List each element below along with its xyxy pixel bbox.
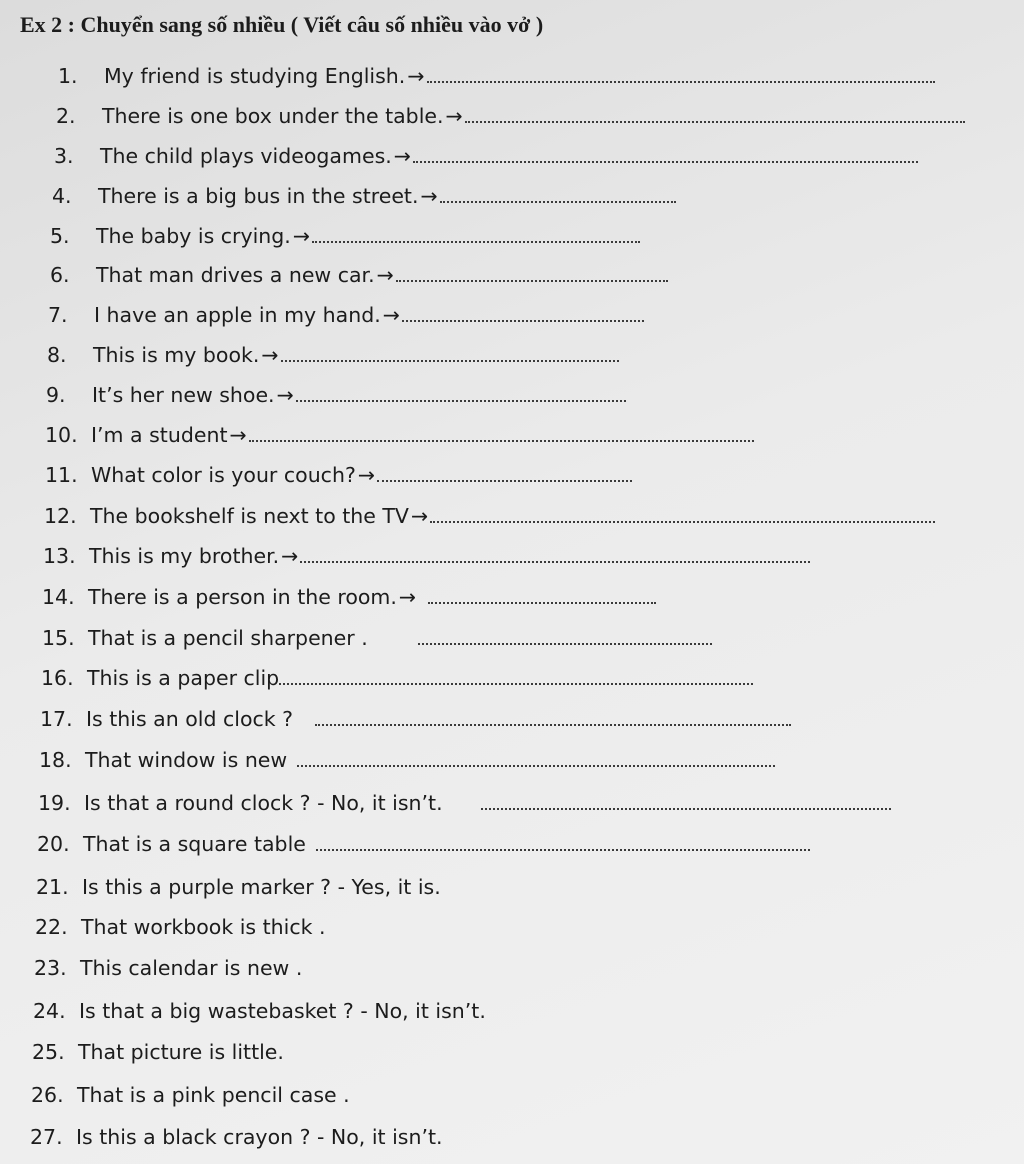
item-number: 27.	[30, 1125, 63, 1149]
list-item-20	[37, 831, 810, 857]
item-sentence: Is this a purple marker ? - Yes, it is.	[82, 875, 441, 899]
item-sentence: That workbook is thick .	[81, 915, 326, 939]
item-number: 13.	[43, 544, 76, 568]
item-sentence: That man drives a new car.	[96, 263, 375, 287]
list-item-8	[47, 342, 619, 368]
item-number: 11.	[45, 463, 78, 487]
arrow-icon: →	[407, 64, 425, 88]
item-sentence: Is that a round clock ? - No, it isn’t.	[84, 791, 443, 815]
list-item-25	[32, 1039, 284, 1065]
list-item-4	[52, 183, 676, 209]
answer-blank[interactable]	[465, 107, 965, 123]
list-item-3	[54, 143, 918, 169]
item-number: 1.	[58, 64, 78, 88]
item-number: 21.	[36, 875, 69, 899]
item-number: 5.	[50, 224, 70, 248]
item-number: 14.	[42, 585, 75, 609]
answer-blank[interactable]	[249, 426, 754, 442]
list-item-22	[35, 914, 326, 940]
answer-blank[interactable]	[481, 794, 891, 810]
arrow-icon: →	[357, 463, 376, 487]
item-number: 24.	[33, 999, 66, 1023]
item-number: 19.	[38, 791, 71, 815]
list-item-5	[50, 223, 640, 249]
list-item-26	[31, 1082, 350, 1108]
arrow-icon: →	[276, 383, 294, 407]
item-sentence: It’s her new shoe.	[92, 383, 275, 407]
answer-blank[interactable]	[315, 710, 791, 726]
list-item-16	[41, 665, 753, 691]
item-sentence: The bookshelf is next to the TV	[90, 504, 409, 528]
item-number: 26.	[31, 1083, 64, 1107]
answer-blank[interactable]	[427, 67, 935, 83]
answer-blank[interactable]	[297, 751, 775, 767]
list-item-12	[44, 503, 935, 529]
item-number: 16.	[41, 666, 74, 690]
answer-blank[interactable]	[312, 227, 640, 243]
answer-blank[interactable]	[440, 187, 676, 203]
item-sentence: My friend is studying English.	[104, 64, 406, 88]
answer-blank[interactable]	[430, 507, 935, 523]
item-number: 15.	[42, 626, 75, 650]
list-item-10	[45, 422, 754, 448]
item-sentence: I have an apple in my hand.	[94, 303, 381, 327]
list-item-18	[39, 747, 775, 773]
item-number: 25.	[32, 1040, 65, 1064]
item-sentence: I’m a student	[91, 423, 228, 447]
answer-blank[interactable]	[279, 669, 753, 685]
arrow-icon: →	[393, 144, 411, 168]
list-item-13	[43, 543, 810, 569]
list-item-6	[50, 262, 668, 288]
item-number: 23.	[34, 956, 67, 980]
arrow-icon: →	[398, 585, 417, 609]
answer-blank[interactable]	[281, 346, 619, 362]
list-item-9	[46, 382, 626, 408]
item-sentence: What color is your couch?	[91, 463, 356, 487]
item-sentence: Is this an old clock ?	[86, 707, 294, 731]
item-sentence: This is a paper clip	[87, 666, 280, 690]
list-item-2	[56, 103, 965, 129]
arrow-icon: →	[376, 263, 394, 287]
item-sentence: That picture is little.	[78, 1040, 284, 1064]
answer-blank[interactable]	[296, 386, 626, 402]
arrow-icon: →	[445, 104, 463, 128]
list-item-21	[36, 874, 441, 900]
answer-blank[interactable]	[402, 306, 644, 322]
item-sentence: Is that a big wastebasket ? - No, it isn’t.	[79, 999, 486, 1023]
item-number: 9.	[46, 383, 66, 407]
item-sentence: This calendar is new .	[80, 956, 303, 980]
answer-blank[interactable]	[377, 466, 632, 482]
answer-blank[interactable]	[316, 835, 810, 851]
item-sentence: That is a pink pencil case .	[77, 1083, 350, 1107]
item-number: 8.	[47, 343, 67, 367]
list-item-7	[48, 302, 644, 328]
item-number: 3.	[54, 144, 74, 168]
item-number: 2.	[56, 104, 76, 128]
item-sentence: There is a person in the room.	[88, 585, 397, 609]
item-number: 12.	[44, 504, 77, 528]
item-sentence: That is a square table	[83, 832, 306, 856]
item-sentence: There is one box under the table.	[102, 104, 444, 128]
arrow-icon: →	[281, 544, 299, 568]
item-sentence: Is this a black crayon ? - No, it isn’t.	[76, 1125, 443, 1149]
list-item-11	[45, 462, 632, 488]
list-item-15	[42, 625, 712, 651]
answer-blank[interactable]	[428, 588, 656, 604]
item-sentence: The baby is crying.	[96, 224, 291, 248]
list-item-27	[30, 1124, 443, 1150]
list-item-1	[58, 63, 935, 89]
item-number: 18.	[39, 748, 72, 772]
arrow-icon: →	[229, 423, 247, 447]
answer-blank[interactable]	[418, 629, 712, 645]
item-sentence: This is my book.	[93, 343, 260, 367]
item-sentence: This is my brother.	[89, 544, 280, 568]
exercise-heading: Ex 2 : Chuyển sang số nhiều ( Viết câu số nhiều vào vở )	[20, 12, 544, 37]
item-number: 17.	[40, 707, 73, 731]
answer-blank[interactable]	[396, 266, 668, 282]
list-item-14	[42, 584, 656, 610]
list-item-17	[40, 706, 791, 732]
list-item-23	[34, 955, 302, 981]
item-number: 4.	[52, 184, 72, 208]
list-item-19	[38, 790, 891, 816]
item-sentence: That is a pencil sharpener .	[88, 626, 368, 650]
arrow-icon: →	[292, 224, 311, 248]
item-number: 7.	[48, 303, 68, 327]
item-sentence: There is a big bus in the street.	[98, 184, 419, 208]
arrow-icon: →	[382, 303, 400, 327]
item-sentence: That window is new	[85, 748, 288, 772]
list-item-24	[33, 998, 486, 1024]
arrow-icon: →	[410, 504, 429, 528]
item-number: 22.	[35, 915, 68, 939]
arrow-icon: →	[420, 184, 438, 208]
answer-blank[interactable]	[413, 147, 918, 163]
item-number: 10.	[45, 423, 78, 447]
item-number: 20.	[37, 832, 70, 856]
arrow-icon: →	[261, 343, 279, 367]
answer-blank[interactable]	[300, 547, 810, 563]
item-number: 6.	[50, 263, 70, 287]
item-sentence: The child plays videogames.	[100, 144, 392, 168]
